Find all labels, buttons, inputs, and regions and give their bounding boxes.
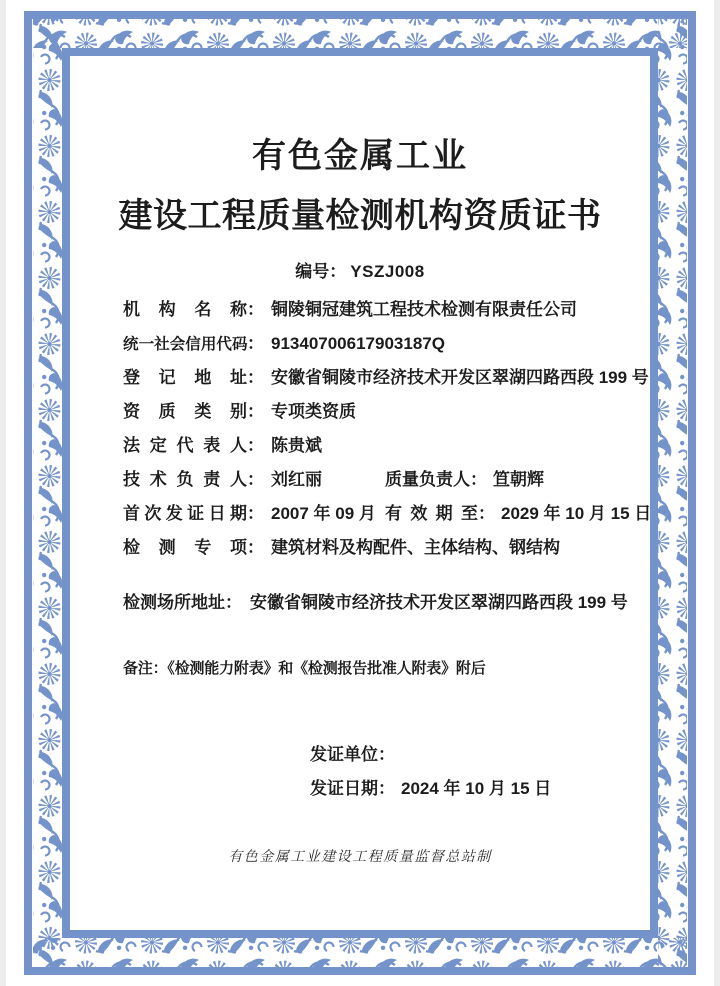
fields-section [123,293,656,565]
issue-date-label: 发证日期： [310,779,395,798]
colon: ： [247,368,264,387]
certificate-title-line1: 有色金属工业 [252,137,468,175]
remark-value: 《检测能力附表》和《检测报告批准人附表》附后 [167,660,486,677]
colon: ： [247,504,264,523]
issue-date-line [310,774,551,799]
field-value-first-issue: 2007 年 09 月 [271,504,376,523]
colon: ： [247,538,264,557]
field-value-valid-until: 2029 年 10 月 15 日 [501,504,652,523]
colon: ： [247,436,264,455]
field-label-qualification-type: 资 质 类 别 [123,402,247,421]
field-row-tech-lead [123,463,656,497]
site-address-label: 检测场所地址： [123,593,242,612]
field-label-reg-address: 登 记 地 址 [123,368,247,387]
field-row-qualification-type [123,395,656,429]
field-label-legal-rep: 法 定 代 表 人 [123,436,247,455]
serial-label: 编号： [295,262,347,281]
site-address-line [123,588,674,613]
ornament-band-bottom [33,938,687,967]
colon: ： [247,402,264,421]
field-row-org-name [123,293,656,327]
certificate-page [6,0,714,986]
field-row-first-issue [123,497,656,531]
colon: ： [247,334,264,353]
field-pair-valid-until [385,497,651,531]
field-label-first-issue: 首 次 发 证 日 期 [123,504,247,523]
serial-number-line [70,257,650,282]
field-value-reg-address: 安徽省铜陵市经济技术开发区翠湖四路西段 199 号 [271,368,649,387]
colon: ： [247,300,264,319]
field-value-quality-lead: 笪朝辉 [493,470,544,489]
ornament-band-left [33,19,62,967]
issuer-label: 发证单位： [310,745,395,764]
field-value-qualification-type: 专项类资质 [271,402,356,421]
field-value-tech-lead: 刘红丽 [271,470,322,489]
field-pair-quality-lead [385,463,544,497]
site-address-value: 安徽省铜陵市经济技术开发区翠湖四路西段 199 号 [250,593,628,612]
colon: ： [478,504,495,523]
colon: ： [247,470,264,489]
ornament-band-right [658,19,687,967]
field-row-inspection-items [123,531,656,565]
field-row-credit-code [123,327,656,361]
field-label-tech-lead: 技 术 负 责 人 [123,470,247,489]
issue-date-value: 2024 年 10 月 15 日 [401,779,552,798]
field-value-legal-rep: 陈贵斌 [271,436,322,455]
ornament-band-top [33,19,687,48]
field-value-inspection-items: 建筑材料及构配件、主体结构、钢结构 [271,538,560,557]
field-label-valid-until: 有 效 期 至 [385,504,478,523]
field-value-org-name: 铜陵铜冠建筑工程技术检测有限责任公司 [271,300,577,319]
issuing-authority-footer: 有色金属工业建设工程质量监督总站制 [228,850,492,865]
field-value-credit-code: 91340700617903187Q [271,334,445,353]
certificate-title-line2: 建设工程质量检测机构资质证书 [118,197,602,235]
field-label-credit-code: 统 一 社 会 信 用 代 码 [123,336,247,353]
serial-value: YSZJ008 [350,262,425,281]
field-label-inspection-items: 检 测 专 项 [123,538,247,557]
remark-line [123,657,674,678]
field-label-quality-lead: 质量负责人： [385,470,487,489]
field-label-org-name: 机 构 名 称 [123,300,247,319]
field-row-reg-address [123,361,656,395]
field-row-legal-rep [123,429,656,463]
remark-label: 备注： [123,660,168,677]
issuer-line [310,740,395,765]
